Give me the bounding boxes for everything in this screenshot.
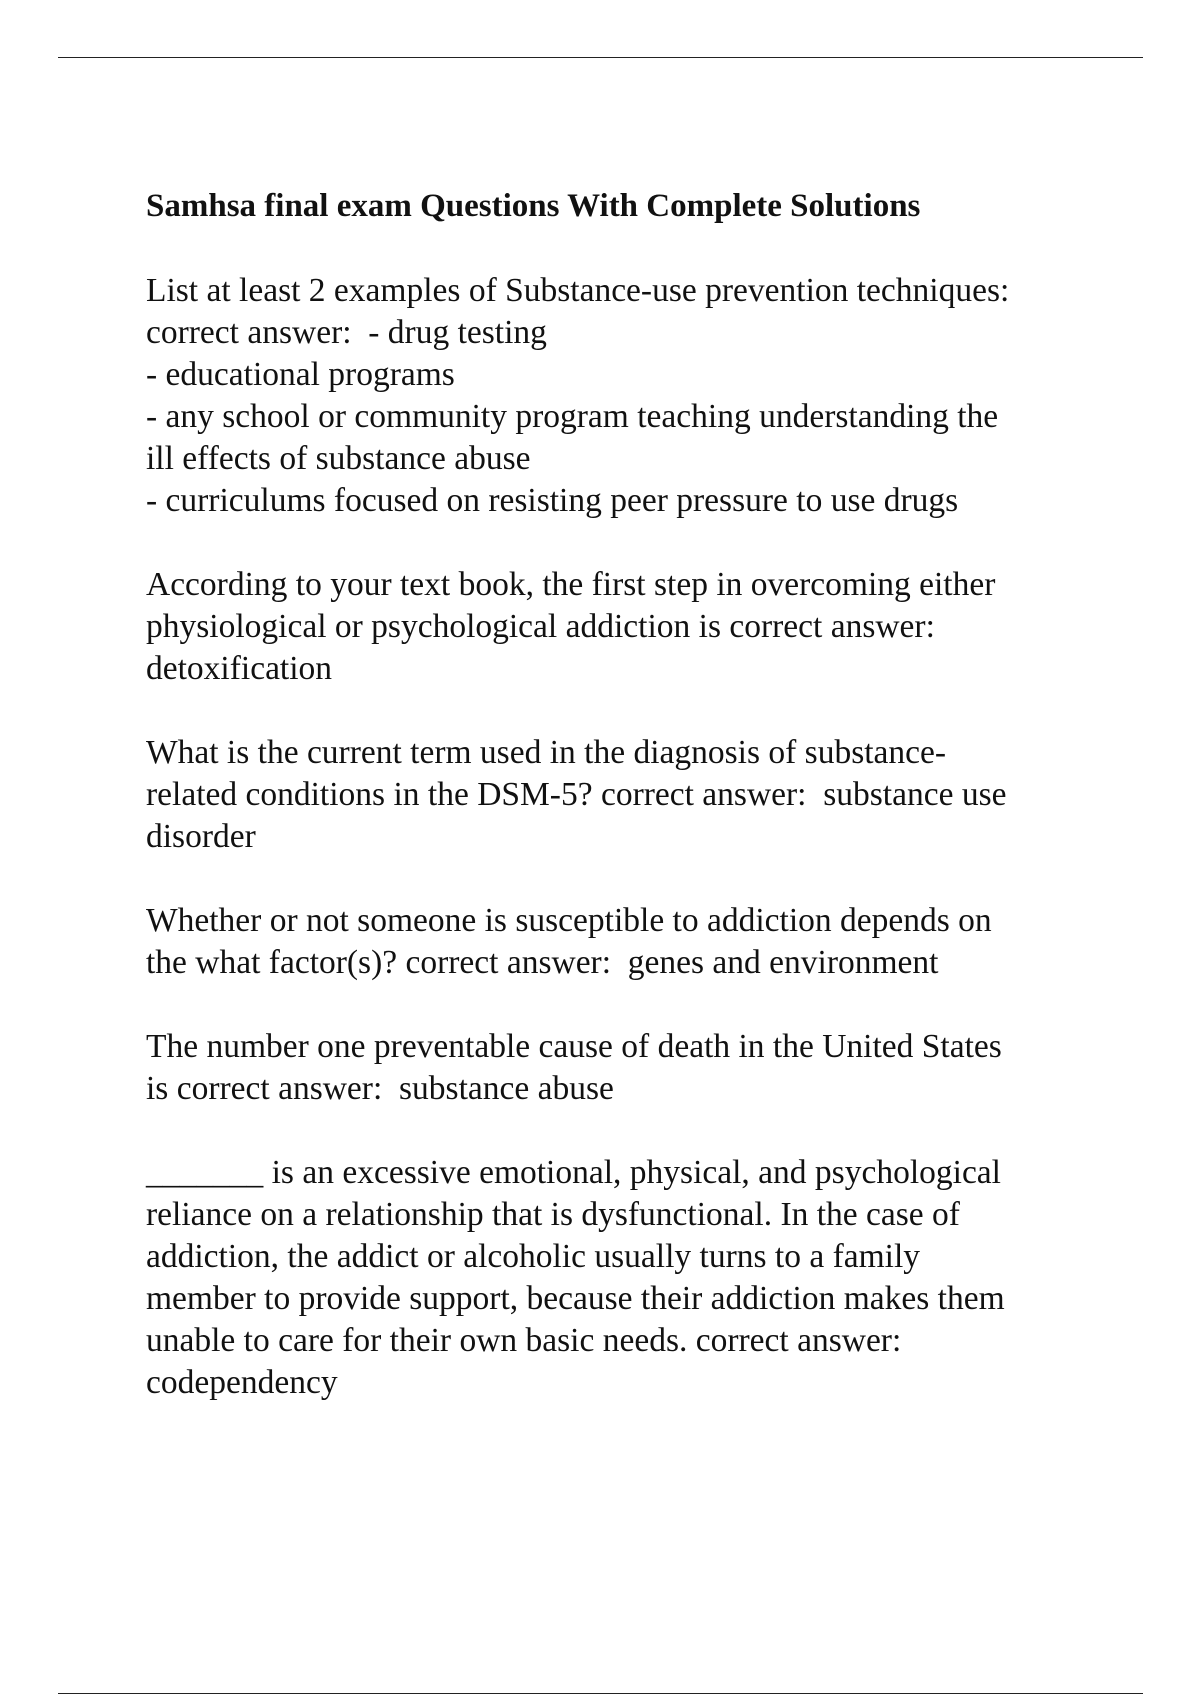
qa-line: disorder — [146, 818, 256, 855]
qa-line: List at least 2 examples of Substance-use prevention techniques: — [146, 272, 1010, 309]
qa-line: member to provide support, because their addiction makes them — [146, 1280, 1005, 1317]
qa-item-3 — [146, 732, 1146, 858]
qa-line: According to your text book, the first step in overcoming either — [146, 566, 996, 603]
qa-line: related conditions in the DSM-5? correct answer: substance use — [146, 776, 1007, 813]
qa-line: Whether or not someone is susceptible to addiction depends on — [146, 902, 992, 939]
qa-item-2 — [146, 564, 1146, 690]
qa-line: codependency — [146, 1364, 338, 1401]
qa-line: - educational programs — [146, 356, 455, 393]
qa-item-6 — [146, 1152, 1146, 1404]
qa-line: What is the current term used in the diagnosis of substance- — [146, 734, 947, 771]
qa-line: the what factor(s)? correct answer: genes and environment — [146, 944, 939, 981]
qa-line: ill effects of substance abuse — [146, 440, 531, 477]
bottom-rule — [58, 1693, 1143, 1694]
qa-line: - curriculums focused on resisting peer pressure to use drugs — [146, 482, 959, 519]
qa-line: The number one preventable cause of death in the United States — [146, 1028, 1002, 1065]
qa-line: _______ is an excessive emotional, physical, and psychological — [146, 1154, 1001, 1191]
qa-line: is correct answer: substance abuse — [146, 1070, 614, 1107]
qa-line: reliance on a relationship that is dysfunctional. In the case of — [146, 1196, 960, 1233]
qa-line: unable to care for their own basic needs. correct answer: — [146, 1322, 902, 1359]
qa-line: - any school or community program teaching understanding the — [146, 398, 999, 435]
document-title: Samhsa final exam Questions With Complete Solutions — [146, 188, 921, 224]
qa-line: detoxification — [146, 650, 333, 687]
qa-item-1 — [146, 270, 1146, 522]
qa-item-4 — [146, 900, 1146, 984]
qa-line: correct answer: - drug testing — [146, 314, 547, 351]
document-body — [146, 186, 1146, 1446]
qa-item-5 — [146, 1026, 1146, 1110]
qa-line: physiological or psychological addiction is correct answer: — [146, 608, 935, 645]
qa-line: addiction, the addict or alcoholic usually turns to a family — [146, 1238, 921, 1275]
top-rule — [58, 57, 1143, 58]
